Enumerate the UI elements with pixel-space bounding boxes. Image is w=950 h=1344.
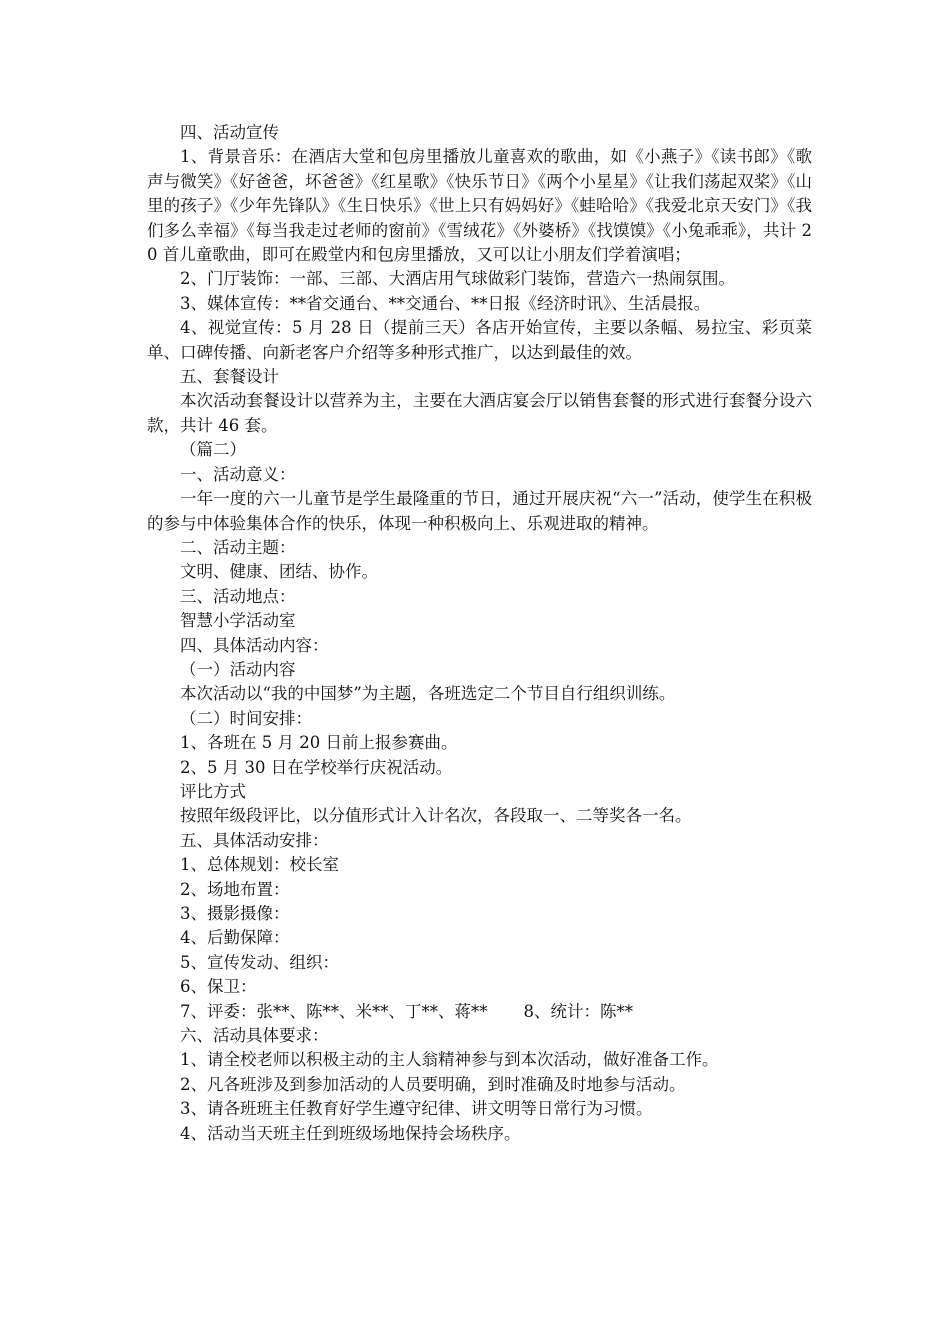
section-heading: 五、具体活动安排： xyxy=(180,830,329,850)
paragraph: 本次活动以“我的中国梦”为主题，各班选定二个节目自行组织训练。 xyxy=(180,684,676,704)
paragraph: 3、媒体宣传：**省交通台、**交通台、**日报《经济时讯》、生活晨报。 xyxy=(180,293,711,313)
list-item: 2、5 月 30 日在学校举行庆祝活动。 xyxy=(180,757,453,777)
part-label: （篇二） xyxy=(180,440,246,460)
section-heading: 四、具体活动内容： xyxy=(180,635,329,655)
list-item: 5、宣传发动、组织： xyxy=(180,952,339,972)
paragraph: 2、门厅装饰：一部、三部、大酒店用气球做彩门装饰，营造六一热闹氛围。 xyxy=(180,269,735,289)
section-heading: 四、活动宣传 xyxy=(180,123,279,142)
paragraph: 按照年级段评比，以分值形式计入计名次，各段取一、二等奖各一名。 xyxy=(180,806,692,826)
section-heading: 一、活动意义： xyxy=(180,464,296,484)
section-heading: 六、活动具体要求： xyxy=(180,1026,329,1046)
section-heading: 三、活动地点： xyxy=(180,586,296,606)
list-item-judges: 7、评委：张**、陈**、米**、丁**、蒋** xyxy=(180,1001,488,1021)
list-item: 1、请全校老师以积极主动的主人翁精神参与到本次活动，做好准备工作。 xyxy=(180,1050,719,1070)
document-page xyxy=(147,121,812,1146)
list-item-pair xyxy=(147,1000,812,1024)
list-item: 4、后勤保障： xyxy=(180,928,290,948)
paragraph: 本次活动套餐设计以营养为主，主要在大酒店宴会厅以销售套餐的形式进行套餐分设六款，共计 46 套。 xyxy=(147,391,812,435)
sub-heading: 评比方式 xyxy=(180,781,246,801)
list-item: 1、各班在 5 月 20 日前上报参赛曲。 xyxy=(180,733,458,753)
sub-heading: （二）时间安排： xyxy=(180,708,312,728)
list-item: 2、凡各班涉及到参加活动的人员要明确，到时准确及时地参与活动。 xyxy=(180,1074,686,1094)
sub-heading: （一）活动内容 xyxy=(180,659,296,679)
list-item: 3、请各班班主任教育好学生遵守纪律、讲文明等日常行为习惯。 xyxy=(180,1099,653,1119)
list-item: 3、摄影摄像： xyxy=(180,904,290,923)
paragraph: 1、背景音乐：在酒店大堂和包房里播放儿童喜欢的歌曲，如《小燕子》《读书郎》《歌声与微笑》《好爸爸，坏爸爸》《红星歌》《快乐节日》《两个小星星》《让我们荡起双桨》《山里的孩子》《少年先锋队》《生日快乐》《世上只有妈妈好》《蛙哈哈》《我爱北京天安门》《我们多么幸福》《每当我走过老师的窗前》《雪绒花》《外婆桥》《找馍馍》《小兔乖乖》，共计 20 首儿童歌曲，即可在殿堂内和包房里播放，又可以让小朋友们学着演唱； xyxy=(147,147,812,265)
list-item: 2、场地布置： xyxy=(180,879,290,899)
paragraph: 文明、健康、团结、协作。 xyxy=(180,562,378,582)
list-item-statistics: 8、统计：陈** xyxy=(523,1001,633,1021)
section-heading: 二、活动主题： xyxy=(180,537,296,557)
paragraph: 一年一度的六一儿童节是学生最隆重的节日，通过开展庆祝“六一”活动，使学生在积极的参与中体验集体合作的快乐，体现一种积极向上、乐观进取的精神。 xyxy=(147,489,812,533)
paragraph: 智慧小学活动室 xyxy=(180,611,296,631)
section-heading: 五、套餐设计 xyxy=(180,367,279,387)
list-item: 6、保卫： xyxy=(180,977,257,997)
list-item: 4、活动当天班主任到班级场地保持会场秩序。 xyxy=(180,1123,521,1143)
list-item: 1、总体规划：校长室 xyxy=(180,855,339,875)
paragraph: 4、视觉宣传：5 月 28 日（提前三天）各店开始宣传，主要以条幅、易拉宝、彩页菜单、口碑传播、向新老客户介绍等多种形式推广，以达到最佳的效。 xyxy=(147,318,812,362)
